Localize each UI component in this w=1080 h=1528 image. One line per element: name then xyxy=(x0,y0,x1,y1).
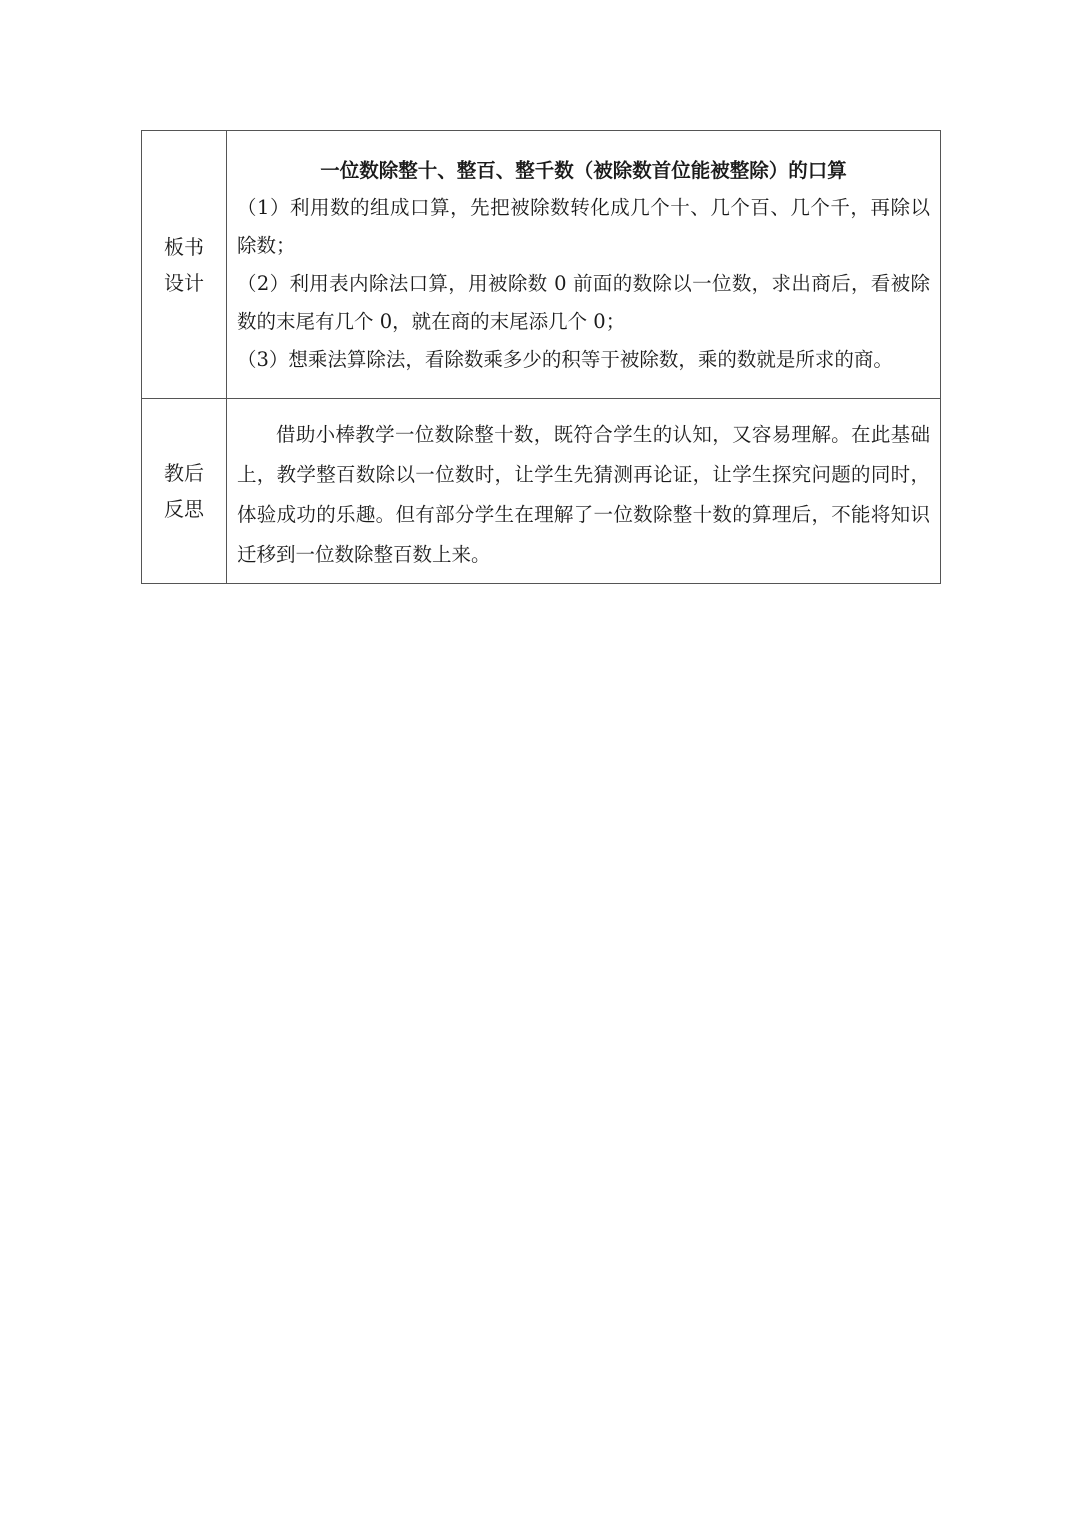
reflection-label xyxy=(142,399,227,584)
reflection-text: 借助小棒教学一位数除整十数，既符合学生的认知，又容易理解。在此基础上，教学整百数除以一位数时，让学生先猜测再论证，让学生探究问题的同时，体验成功的乐趣。但有部分学生在理解了一位数除整十数的算理后，不能将知识迁移到一位数除整百数上来。 xyxy=(237,423,930,566)
lesson-plan-table xyxy=(141,130,941,584)
reflection-content xyxy=(227,399,941,584)
board-design-item-3: （3）想乘法算除法，看除数乘多少的积等于被除数，乘的数就是所求的商。 xyxy=(237,347,893,371)
board-design-item-2: （2）利用表内除法口算，用被除数 0 前面的数除以一位数，求出商后，看被除数的末尾有几个 0，就在商的末尾添几个 0； xyxy=(237,271,930,333)
reflection-label-line2: 反思 xyxy=(164,497,204,521)
board-design-content xyxy=(227,131,941,399)
board-design-label-line1: 板书 xyxy=(164,234,204,259)
board-design-item-1: （1）利用数的组成口算，先把被除数转化成几个十、几个百、几个千，再除以除数； xyxy=(237,195,930,257)
board-design-title: 一位数除整十、整百、整千数（被除数首位能被整除）的口算 xyxy=(320,158,847,182)
reflection-label-line1: 教后 xyxy=(164,461,204,485)
reflection-row xyxy=(142,399,941,584)
board-design-label xyxy=(142,131,227,399)
board-design-row xyxy=(142,131,941,399)
board-design-label-line2: 设计 xyxy=(164,270,204,295)
